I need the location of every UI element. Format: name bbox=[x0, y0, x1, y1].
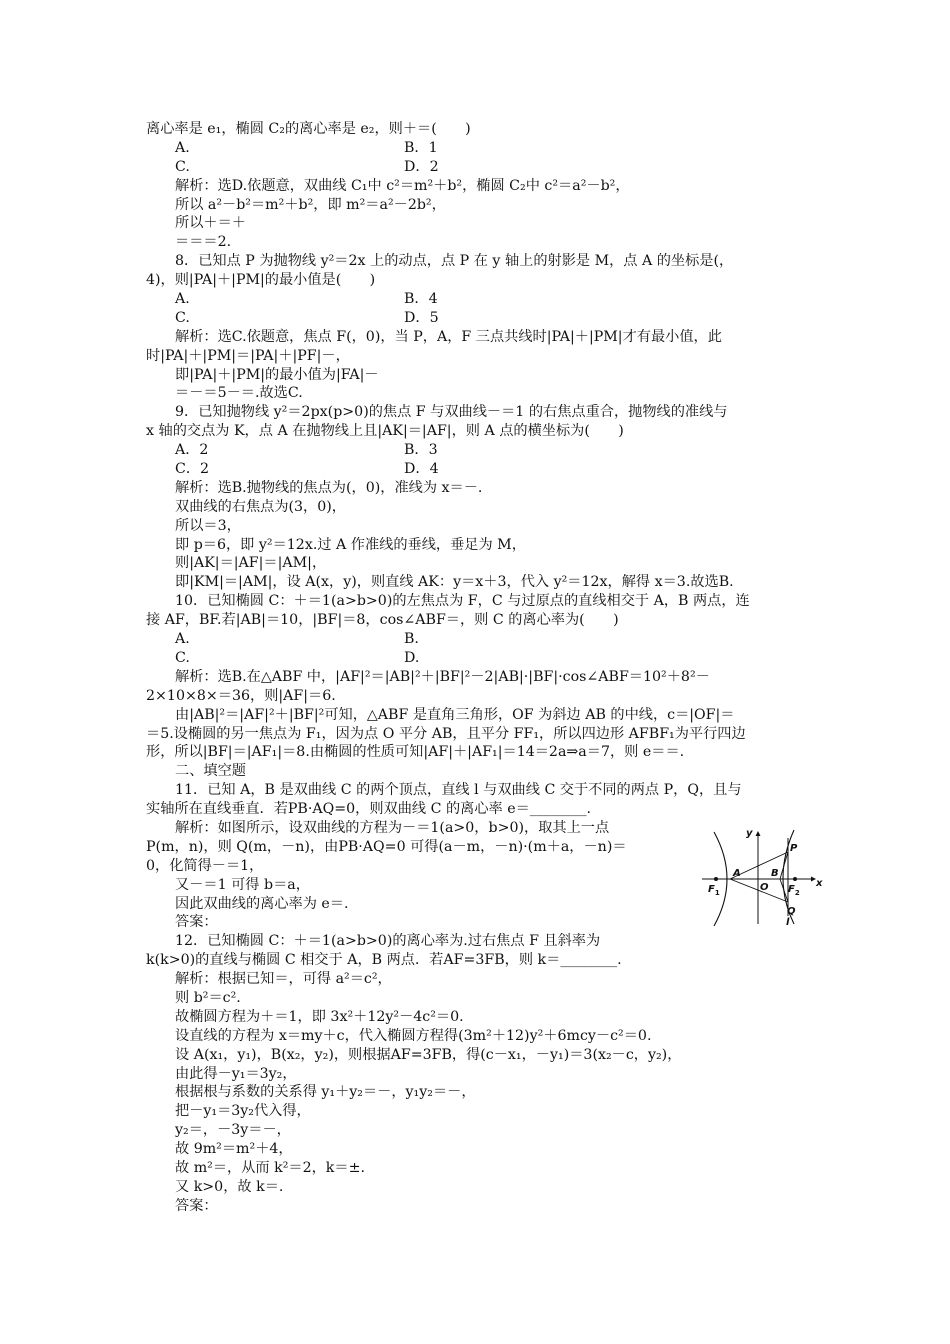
focus-F2-dot bbox=[793, 877, 797, 881]
choice-option: A. bbox=[175, 139, 190, 156]
choice-options-line bbox=[146, 309, 826, 328]
text-line: 0，化简得－＝1， bbox=[146, 857, 264, 874]
choice-option: A．2 bbox=[175, 442, 209, 459]
choice-options-line bbox=[146, 460, 826, 479]
label-A: A bbox=[733, 868, 741, 879]
choice-option: B．4 bbox=[404, 291, 438, 308]
text-line: 由此得－y₁＝3y₂， bbox=[175, 1065, 297, 1082]
choice-option: D．2 bbox=[404, 158, 439, 175]
label-O: O bbox=[760, 882, 769, 893]
choice-option: A. bbox=[175, 631, 190, 648]
text-line: 双曲线的右焦点为(3，0)， bbox=[175, 498, 346, 515]
text-line: 又－＝1 可得 b＝a， bbox=[175, 876, 310, 893]
text-line: k(k>0)的直线与椭圆 C 相交于 A，B 两点．若AF=3FB，则 k＝________. bbox=[146, 952, 622, 969]
segment-B-Q bbox=[780, 879, 788, 902]
text-line: 解析：选C.依题意，焦点 F(，0)，当 P，A，F 三点共线时|PA|＋|PM|才有最小值，此 bbox=[175, 328, 722, 345]
label-l: l bbox=[786, 917, 790, 926]
hyperbola-diagram bbox=[700, 824, 824, 926]
text-line: ＝5.设椭圆的另一焦点为 F₁，因为点 O 平分 AB，且平分 FF₁，所以四边形 AFBF₁为平行四边 bbox=[146, 725, 746, 742]
text-line: 即|KM|＝|AM|，设 A(x，y)，则直线 AK：y＝x＋3，代入 y²＝12x，解得 x＝3.故选B. bbox=[175, 574, 734, 591]
text-line: x 轴的交点为 K，点 A 在抛物线上且|AK|＝|AF|，则 A 点的横坐标为( ) bbox=[146, 423, 624, 440]
text-line: 8．已知点 P 为抛物线 y²＝2x 上的动点，点 P 在 y 轴上的射影是 M，点 A 的坐标是(， bbox=[175, 253, 734, 270]
text-line: 设直线的方程为 x＝my＋c，代入椭圆方程得(3m²＋12)y²＋6mcy－c²＝0. bbox=[175, 1027, 652, 1044]
choice-option: D. bbox=[404, 649, 420, 666]
text-line: 所以 a²－b²＝m²＋b²，即 m²＝a²－2b²， bbox=[175, 196, 446, 213]
text-line: P(m，n)，则 Q(m，－n)，由PB·AQ=0 可得(a－m，－n)·(m＋a，－n)＝ bbox=[146, 838, 627, 855]
text-line: 解析：根据已知＝，可得 a²＝c²， bbox=[175, 971, 392, 988]
text-line: 11．已知 A，B 是双曲线 C 的两个顶点，直线 l 与双曲线 C 交于不同的两点 P，Q，且与 bbox=[175, 782, 742, 799]
text-line: 解析：选B.在△ABF 中，|AF|²＝|AB|²＋|BF|²－2|AB|·|BF|·cos∠ABF＝10²＋8²－ bbox=[175, 668, 710, 685]
hyperbola-figure bbox=[700, 824, 824, 926]
choice-options-line bbox=[146, 441, 826, 460]
document-body bbox=[146, 120, 826, 1216]
text-line: 故 m²＝，从而 k²＝2，k＝±. bbox=[175, 1159, 365, 1176]
text-line: 解析：如图所示，设双曲线的方程为－＝1(a>0，b>0)，取其上一点 bbox=[175, 819, 610, 836]
choice-option: A. bbox=[175, 291, 190, 308]
text-line: 即|PA|＋|PM|的最小值为|FA|－ bbox=[175, 366, 379, 383]
label-Q: Q bbox=[787, 906, 796, 917]
choice-options-line bbox=[146, 290, 826, 309]
text-line: 把－y₁＝3y₂代入得， bbox=[175, 1103, 311, 1120]
text-line: 10．已知椭圆 C：＋＝1(a>b>0)的左焦点为 F，C 与过原点的直线相交于 A，B 两点，连 bbox=[175, 593, 750, 610]
text-line: 解析：选B.抛物线的焦点为(，0)，准线为 x＝－. bbox=[175, 479, 483, 496]
choice-options-line bbox=[146, 649, 826, 668]
choice-option: B. bbox=[404, 631, 419, 648]
text-line: 9．已知抛物线 y²＝2px(p>0)的焦点 F 与双曲线－＝1 的右焦点重合，抛物线的准线与 bbox=[175, 404, 728, 421]
text-line: 解析：选D.依题意，双曲线 C₁中 c²＝m²＋b²，椭圆 C₂中 c²＝a²－b²， bbox=[175, 177, 630, 194]
choice-option: C. bbox=[175, 158, 190, 175]
text-line: 设 A(x₁，y₁)，B(x₂，y₂)，则根据AF=3FB，得(c－x₁，－y₁)＝3(x₂－c，y₂)， bbox=[175, 1046, 682, 1063]
text-line: 故椭圆方程为＋＝1，即 3x²＋12y²－4c²＝0. bbox=[175, 1008, 464, 1025]
text-line: 则|AK|＝|AF|＝|AM|， bbox=[175, 555, 327, 572]
choice-option: B．3 bbox=[404, 442, 438, 459]
label-P: P bbox=[790, 843, 798, 854]
label-B: B bbox=[771, 868, 779, 879]
choice-option: C．2 bbox=[175, 461, 210, 478]
text-line: 根据根与系数的关系得 y₁＋y₂＝－，y₁y₂＝－， bbox=[175, 1084, 476, 1101]
text-line: 二、填空题 bbox=[175, 763, 246, 780]
choice-options-line bbox=[146, 630, 826, 649]
text-line: 由|AB|²＝|AF|²＋|BF|²可知，△ABF 是直角三角形，OF 为斜边 AB 的中线，c＝|OF|＝ bbox=[175, 706, 735, 723]
text-line: 又 k>0，故 k＝. bbox=[175, 1178, 284, 1195]
text-line: y₂＝，－3y＝－， bbox=[175, 1122, 291, 1139]
text-line: 12．已知椭圆 C：＋＝1(a>b>0)的离心率为.过右焦点 F 且斜率为 bbox=[175, 933, 601, 950]
text-line: ＝＝＝2. bbox=[175, 234, 232, 251]
text-line: 接 AF，BF.若|AB|＝10，|BF|＝8，cos∠ABF＝，则 C 的离心率为( ) bbox=[146, 612, 619, 629]
y-axis-arrow bbox=[756, 831, 761, 836]
choice-option: B．1 bbox=[404, 139, 438, 156]
choice-option: C. bbox=[175, 649, 190, 666]
label-y: y bbox=[746, 828, 753, 839]
choice-options-line bbox=[146, 158, 826, 177]
text-line: ＝－＝5－＝.故选C. bbox=[175, 385, 303, 402]
text-line: 因此双曲线的离心率为 e＝. bbox=[175, 895, 349, 912]
choice-option: C. bbox=[175, 309, 190, 326]
choice-option: D．5 bbox=[404, 309, 439, 326]
text-line: 实轴所在直线垂直．若PB·AQ=0，则双曲线 C 的离心率 e＝________. bbox=[146, 801, 592, 818]
text-line: 时|PA|＋|PM|＝|PA|＋|PF|－， bbox=[146, 347, 350, 364]
label-F2: $F_2$ bbox=[788, 884, 800, 897]
text-line: 答案： bbox=[175, 914, 218, 931]
text-line: 4)，则|PA|＋|PM|的最小值是( ) bbox=[146, 272, 376, 289]
text-line: 即 p＝6，即 y²＝12x.过 A 作准线的垂线，垂足为 M， bbox=[175, 536, 526, 553]
text-line: 答案： bbox=[175, 1197, 218, 1214]
choice-options-line bbox=[146, 139, 826, 158]
segment-P-B bbox=[780, 852, 788, 879]
label-F1: $F_1$ bbox=[708, 884, 720, 897]
text-line: 所以＝3， bbox=[175, 517, 241, 534]
text-line: 则 b²＝c². bbox=[175, 989, 241, 1006]
text-line: 离心率是 e₁，椭圆 C₂的离心率是 e₂，则＋＝( ) bbox=[146, 121, 471, 137]
text-line: 故 9m²＝m²＋4， bbox=[175, 1141, 293, 1158]
text-line: 所以＋＝＋ bbox=[175, 215, 246, 232]
label-x: x bbox=[816, 878, 823, 889]
text-line: 2×10×8×＝36，则|AF|＝6. bbox=[146, 687, 336, 704]
focus-F1-dot bbox=[714, 877, 718, 881]
segment-A-Q bbox=[730, 879, 788, 902]
text-line: 形，所以|BF|＝|AF₁|＝8.由椭圆的性质可知|AF|＋|AF₁|＝14＝2a⇒a＝7，则 e＝＝. bbox=[146, 744, 685, 761]
choice-option: D．4 bbox=[404, 461, 439, 478]
